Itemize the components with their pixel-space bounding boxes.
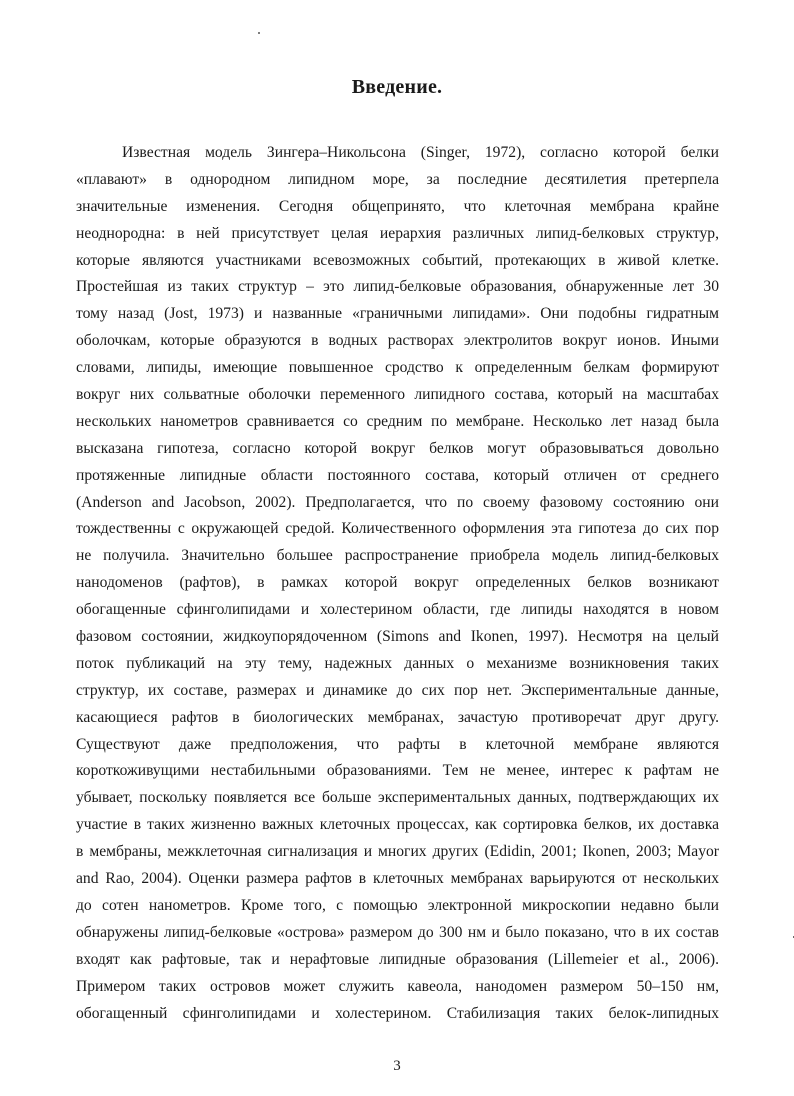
text-line: входят как рафтовые, так и нерафтовые липидные образования (Lillemeier et al., 2006).	[76, 950, 719, 968]
body-paragraph	[76, 140, 719, 1027]
text-line: нанодоменов (рафтов), в рамках которой вокруг определенных белков возникают	[76, 574, 719, 592]
text-line: Существуют даже предположения, что рафты в клеточной мембране являются	[76, 735, 719, 753]
text-line: словами, липиды, имеющие повышенное сродство к определенным белкам формируют	[76, 359, 719, 377]
text-line: высказана гипотеза, согласно которой вокруг белков могут образовываться довольно	[76, 439, 719, 457]
text-line: не получила. Значительно большее распространение приобрела модель липид-белковых	[76, 547, 719, 565]
text-line: убывает, поскольку появляется все больше экспериментальных данных, подтверждающих их	[76, 789, 719, 807]
text-line: оболочкам, которые образуются в водных растворах электролитов вокруг ионов. Иными	[76, 332, 719, 350]
text-line: вокруг них сольватные оболочки переменного липидного состава, который на масштабах	[76, 386, 719, 404]
text-line: обнаружены липид-белковые «острова» размером до 300 нм и было показано, что в их состав	[76, 923, 719, 941]
text-line: неоднородна: в ней присутствует целая иерархия различных липид-белковых структур,	[76, 224, 719, 242]
text-line: участие в таких жизненно важных клеточных процессах, как сортировка белков, их доставка	[76, 816, 719, 834]
text-line: короткоживущими нестабильными образованиями. Тем не менее, интерес к рафтам не	[76, 762, 719, 780]
text-line: тому назад (Jost, 1973) и названные «граничными липидами». Они подобны гидратным	[76, 305, 719, 323]
text-line: «плавают» в однородном липидном море, за последние десятилетия претерпела	[76, 170, 719, 188]
text-line: Известная модель Зингера–Никольсона (Singer, 1972), согласно которой белки	[122, 144, 719, 161]
text-line: до сотен нанометров. Кроме того, с помощью электронной микроскопии недавно были	[76, 896, 719, 914]
text-line: фазовом состоянии, жидкоупорядоченном (Simons and Ikonen, 1997). Несмотря на целый	[76, 628, 719, 646]
text-line: протяженные липидные области постоянного состава, который отличен от среднего	[76, 466, 719, 484]
text-line: значительные изменения. Сегодня общепринято, что клеточная мембрана крайне	[76, 197, 719, 215]
text-line: Примером таких островов может служить кавеола, нанодомен размером 50–150 нм,	[76, 977, 719, 995]
text-line: поток публикаций на эту тему, надежных данных о механизме возникновения таких	[76, 654, 719, 672]
text-line: структур, их составе, размерах и динамике до сих пор нет. Экспериментальные данные,	[76, 681, 719, 699]
text-line: которые являются участниками всевозможных событий, протекающих в живой клетке.	[76, 251, 719, 269]
text-line: обогащенный сфинголипидами и холестерином. Стабилизация таких белок-липидных	[76, 1004, 719, 1022]
text-line: тождественны с окружающей средой. Количественного оформления эта гипотеза до сих пор	[76, 520, 719, 538]
text-line: нескольких нанометров сравнивается со средним по мембране. Несколько лет назад была	[76, 412, 719, 430]
scan-speck	[258, 32, 260, 34]
text-line: (Anderson and Jacobson, 2002). Предполагается, что по своему фазовому состоянию они	[76, 493, 719, 511]
text-line: Простейшая из таких структур – это липид-белковые образования, обнаруженные лет 30	[76, 278, 719, 296]
page-number: 3	[393, 1058, 401, 1074]
text-line: касающиеся рафтов в биологических мембранах, зачастую противоречат друг другу.	[76, 708, 719, 726]
text-line: в мембраны, межклеточная сигнализация и многих других (Edidin, 2001; Ikonen, 2003; Mayor	[76, 843, 719, 861]
page-title: Введение.	[351, 76, 443, 98]
text-line: and Rao, 2004). Оценки размера рафтов в клеточных мембранах варьируются от нескольких	[76, 870, 719, 888]
text-line: обогащенные сфинголипидами и холестерином области, где липиды находятся в новом	[76, 601, 719, 619]
